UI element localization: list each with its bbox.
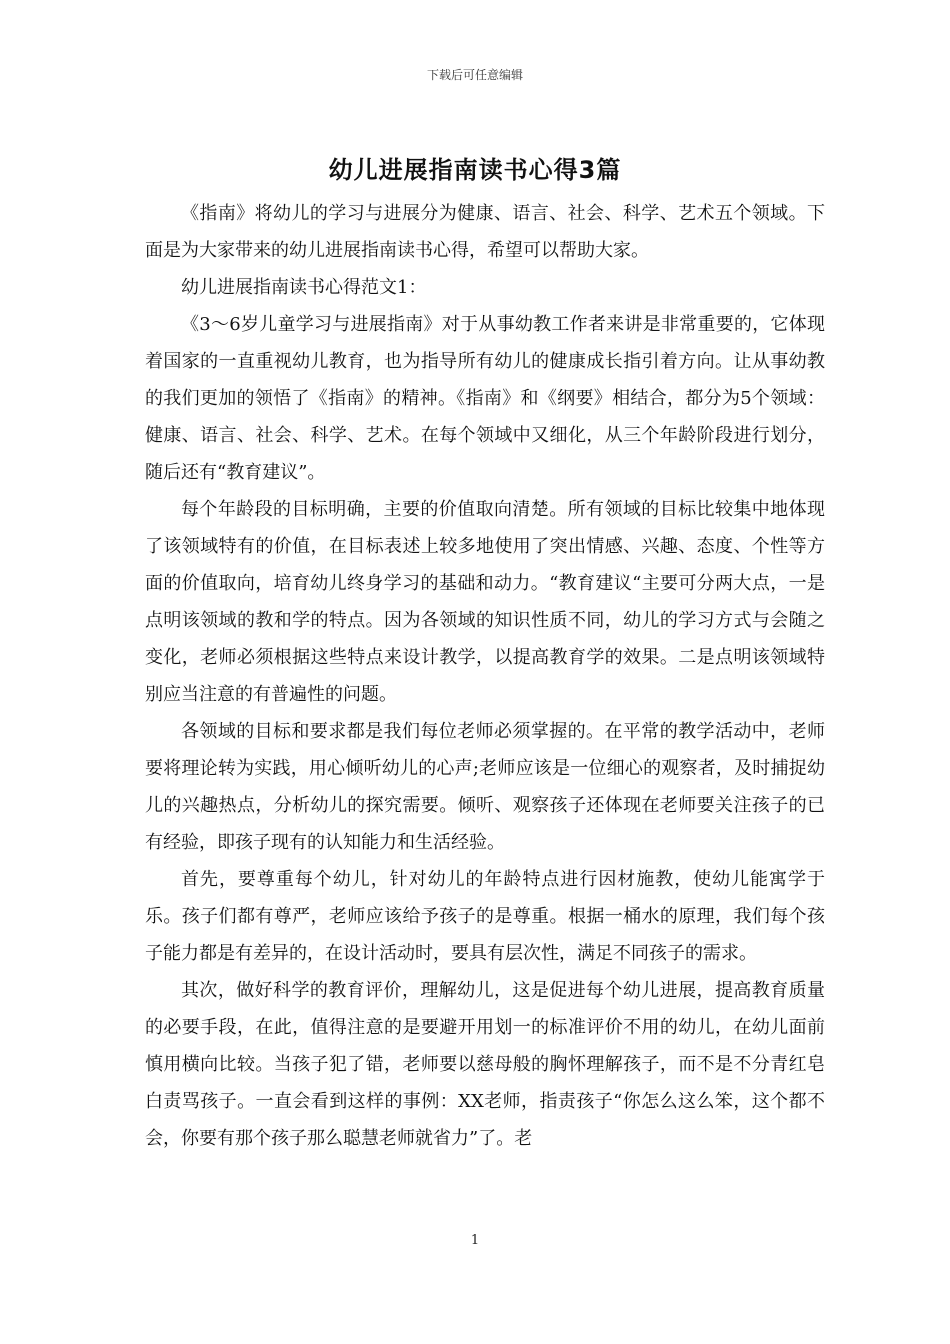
paragraph-teacher-practice: 各领域的目标和要求都是我们每位老师必须掌握的。在平常的教学活动中，老师要将理论转为实践，用心倾听幼儿的心声;老师应该是一位细心的观察者，及时捕捉幼儿的兴趣热点，分析幼儿的探究需要。倾听、观察孩子还体现在老师要关注孩子的已有经验，即孩子现有的认知能力和生活经验。 (145, 721, 825, 853)
document-body (145, 195, 825, 1157)
paragraph-age-goals: 每个年龄段的目标明确，主要的价值取向清楚。所有领域的目标比较集中地体现了该领域特有的价值，在目标表述上较多地使用了突出情感、兴趣、态度、个性等方面的价值取向，培育幼儿终身学习的基础和动力。“教育建议“主要可分两大点，一是点明该领域的教和学的特点。因为各领域的知识性质不同，幼儿的学习方式与会随之变化，老师必须根据这些特点来设计教学，以提高教育学的效果。二是点明该领域特别应当注意的有普遍性的问题。 (145, 499, 825, 705)
paragraph-evaluation: 其次，做好科学的教育评价，理解幼儿，这是促进每个幼儿进展，提高教育质量的必要手段，在此，值得注意的是要避开用划一的标准评价不用的幼儿，在幼儿面前慎用横向比较。当孩子犯了错，老师要以慈母般的胸怀理解孩子，而不是不分青红皂白责骂孩子。一直会看到这样的事例：XX老师，指责孩子“你怎么这么笨，这个都不会，你要有那个孩子那么聪慧老师就省力”了。老 (145, 980, 825, 1149)
paragraph-guide-overview: 《3～6岁儿童学习与进展指南》对于从事幼教工作者来讲是非常重要的，它体现着国家的一直重视幼儿教育，也为指导所有幼儿的健康成长指引着方向。让从事幼教的我们更加的领悟了《指南》的精神。《指南》和《纲要》相结合，都分为5个领域：健康、语言、社会、科学、艺术。在每个领域中又细化，从三个年龄阶段进行划分，随后还有“教育建议”。 (145, 314, 825, 483)
paragraph-intro: 《指南》将幼儿的学习与进展分为健康、语言、社会、科学、艺术五个领域。下面是为大家带来的幼儿进展指南读书心得，希望可以帮助大家。 (145, 203, 825, 261)
header-note: 下载后可任意编辑 (426, 68, 523, 82)
document-title: 幼儿进展指南读书心得3篇 (328, 156, 622, 184)
page-number: 1 (470, 1233, 480, 1248)
paragraph-sample-heading: 幼儿进展指南读书心得范文1： (181, 277, 427, 298)
paragraph-respect-children: 首先，要尊重每个幼儿，针对幼儿的年龄特点进行因材施教，使幼儿能寓学于乐。孩子们都有尊严，老师应该给予孩子的是尊重。根据一桶水的原理，我们每个孩子能力都是有差异的，在设计活动时，要具有层次性，满足不同孩子的需求。 (145, 869, 825, 964)
